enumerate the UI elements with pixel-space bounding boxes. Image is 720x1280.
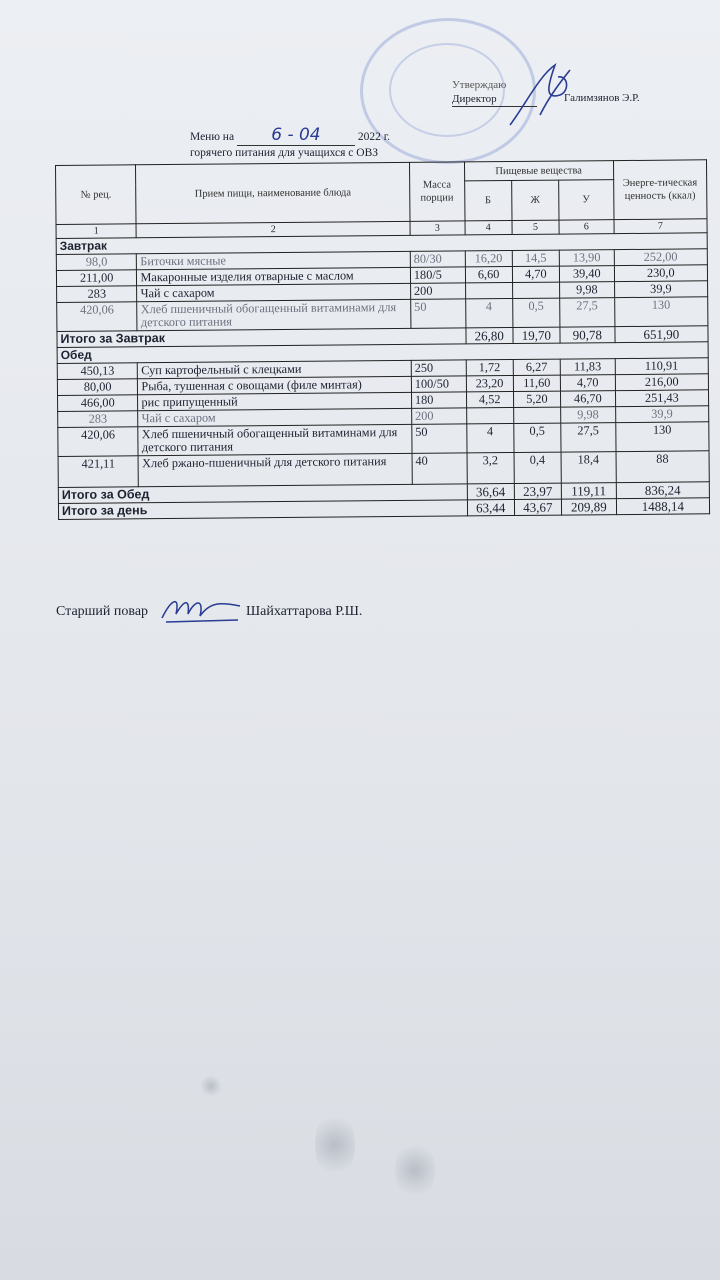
cell-kcal: 39,9	[615, 406, 708, 423]
cell-b: 4	[465, 299, 512, 328]
cell-u: 11,83	[560, 359, 615, 375]
approve-label: Утверждаю	[452, 79, 507, 91]
total-kcal: 651,90	[615, 326, 708, 343]
cell-zh: 11,60	[513, 375, 560, 391]
cell-b: 4,52	[466, 392, 513, 408]
cell-u: 13,90	[559, 250, 614, 266]
header-energy: Энерге-тическая ценность (ккал)	[613, 160, 707, 220]
title-date-handwritten: 6 - 04	[271, 125, 321, 145]
total-u: 209,89	[561, 499, 616, 515]
total-b: 36,64	[467, 484, 514, 500]
cell-b: 23,20	[466, 376, 513, 392]
cell-kcal: 88	[616, 451, 710, 483]
cell-name: Хлеб пшеничный обогащенный витаминами для детского питания	[137, 299, 411, 330]
col-index: 2	[136, 221, 410, 237]
header-name: Прием пищи, наименование блюда	[136, 162, 410, 223]
header-zh: Ж	[511, 180, 559, 220]
cell-u: 27,5	[561, 423, 616, 452]
cell-kcal: 230,0	[614, 265, 707, 282]
cell-u: 27,5	[560, 298, 615, 327]
paper-crease	[200, 1075, 222, 1097]
cell-b: 1,72	[466, 360, 513, 376]
cell-mass: 100/50	[411, 376, 466, 392]
cell-zh	[512, 282, 559, 298]
cell-no: 283	[58, 411, 139, 428]
cell-no: 80,00	[57, 379, 138, 396]
cell-u: 9,98	[561, 407, 616, 423]
cell-mass: 40	[412, 453, 467, 484]
breakfast-total-label: Итого за Завтрак	[57, 328, 466, 348]
cell-u: 4,70	[560, 375, 615, 391]
cell-kcal: 252,00	[614, 249, 707, 266]
cell-name: Хлеб пшеничный обогащенный витаминами для детского питания	[138, 424, 412, 455]
cell-name: Макаронные изделия отварные с маслом	[137, 267, 411, 285]
cell-no: 420,06	[57, 302, 138, 332]
col-index: 1	[56, 224, 137, 239]
total-u: 90,78	[560, 327, 615, 343]
cell-mass: 180	[411, 392, 466, 408]
col-index: 5	[512, 220, 559, 234]
cell-b: 3,2	[467, 453, 514, 484]
cell-no: 98,0	[56, 254, 137, 271]
cell-b: 4	[466, 424, 513, 453]
header-no: № рец.	[56, 165, 137, 225]
cell-u: 39,40	[559, 266, 614, 282]
header-u: У	[559, 180, 614, 220]
col-index: 7	[614, 219, 707, 234]
chef-signature-block	[56, 604, 363, 620]
header-b: Б	[464, 181, 512, 221]
cell-b: 6,60	[465, 267, 512, 283]
cell-mass: 200	[412, 408, 467, 424]
cell-mass: 80/30	[410, 251, 465, 267]
cell-no: 421,11	[58, 456, 139, 488]
cell-name: Хлеб ржано-пшеничный для детского питания	[138, 453, 412, 486]
cell-zh	[513, 407, 560, 423]
title-year: 2022 г.	[357, 131, 390, 143]
cell-name: Чай с сахаром	[137, 283, 411, 301]
cell-no: 466,00	[58, 395, 139, 412]
title-prefix: Меню на	[190, 131, 235, 143]
total-zh: 19,70	[513, 327, 560, 343]
cell-mass: 180/5	[410, 267, 465, 283]
cell-kcal: 130	[615, 422, 709, 452]
menu-title	[190, 125, 390, 161]
lunch-total-label: Итого за Обед	[58, 484, 467, 504]
paper-crease	[395, 1140, 435, 1200]
cell-b	[465, 283, 512, 299]
cell-u: 9,98	[559, 282, 614, 298]
director-signature	[500, 55, 580, 135]
cell-u: 18,4	[561, 452, 616, 483]
menu-table	[55, 159, 710, 520]
chef-name: Шайхаттарова Р.Ш.	[246, 604, 363, 619]
cell-b: 16,20	[465, 251, 512, 267]
cell-mass: 250	[411, 360, 466, 376]
total-b: 63,44	[467, 500, 514, 516]
paper-crease	[315, 1110, 355, 1180]
director-label: Директор	[452, 92, 537, 107]
total-zh: 23,97	[514, 483, 561, 499]
section-lunch-label: Обед	[57, 342, 708, 364]
title-date-field	[237, 125, 355, 146]
cell-zh: 14,5	[512, 250, 559, 266]
cell-mass: 200	[410, 283, 465, 299]
cell-kcal: 216,00	[615, 374, 708, 391]
col-index: 3	[410, 221, 465, 235]
header-nutrients: Пищевые вещества	[464, 161, 613, 181]
cell-no: 450,13	[57, 363, 138, 380]
chef-signature	[158, 592, 244, 628]
col-index: 4	[465, 221, 512, 235]
col-index: 6	[559, 220, 614, 234]
cell-zh: 0,5	[514, 423, 561, 452]
cell-no: 283	[57, 286, 138, 303]
cell-u: 46,70	[560, 391, 615, 407]
total-zh: 43,67	[514, 499, 561, 515]
cell-zh: 4,70	[512, 266, 559, 282]
cell-mass: 50	[412, 424, 467, 453]
cell-zh: 0,5	[512, 298, 559, 327]
cell-name: Рыба, тушенная с овощами (филе минтая)	[138, 376, 412, 394]
total-kcal: 1488,14	[616, 498, 709, 515]
cell-zh: 0,4	[514, 452, 561, 483]
day-total-label: Итого за день	[58, 500, 467, 520]
total-b: 26,80	[466, 328, 513, 344]
cell-zh: 5,20	[513, 391, 560, 407]
cell-zh: 6,27	[513, 359, 560, 375]
cell-kcal: 39,9	[614, 281, 707, 298]
director-name: Галимзянов Э.Р.	[564, 92, 640, 104]
cell-kcal: 110,91	[615, 358, 708, 375]
cell-kcal: 251,43	[615, 390, 708, 407]
section-breakfast-label: Завтрак	[56, 233, 707, 255]
cell-b	[466, 408, 513, 424]
total-kcal: 836,24	[616, 482, 709, 499]
header-mass: Масса порции	[409, 162, 464, 221]
cell-kcal: 130	[614, 297, 708, 327]
cell-name: рис припущенный	[138, 392, 412, 410]
cell-no: 420,06	[58, 427, 139, 457]
cell-name: Чай с сахаром	[138, 408, 412, 426]
total-u: 119,11	[561, 483, 616, 499]
cell-name: Суп картофельный с клецками	[138, 360, 412, 378]
cell-mass: 50	[411, 299, 466, 328]
title-subtitle: горячего питания для учащихся с ОВЗ	[190, 147, 379, 159]
cell-no: 211,00	[56, 270, 137, 287]
cell-name: Биточки мясные	[137, 251, 411, 269]
chef-label: Старший повар	[56, 604, 149, 619]
